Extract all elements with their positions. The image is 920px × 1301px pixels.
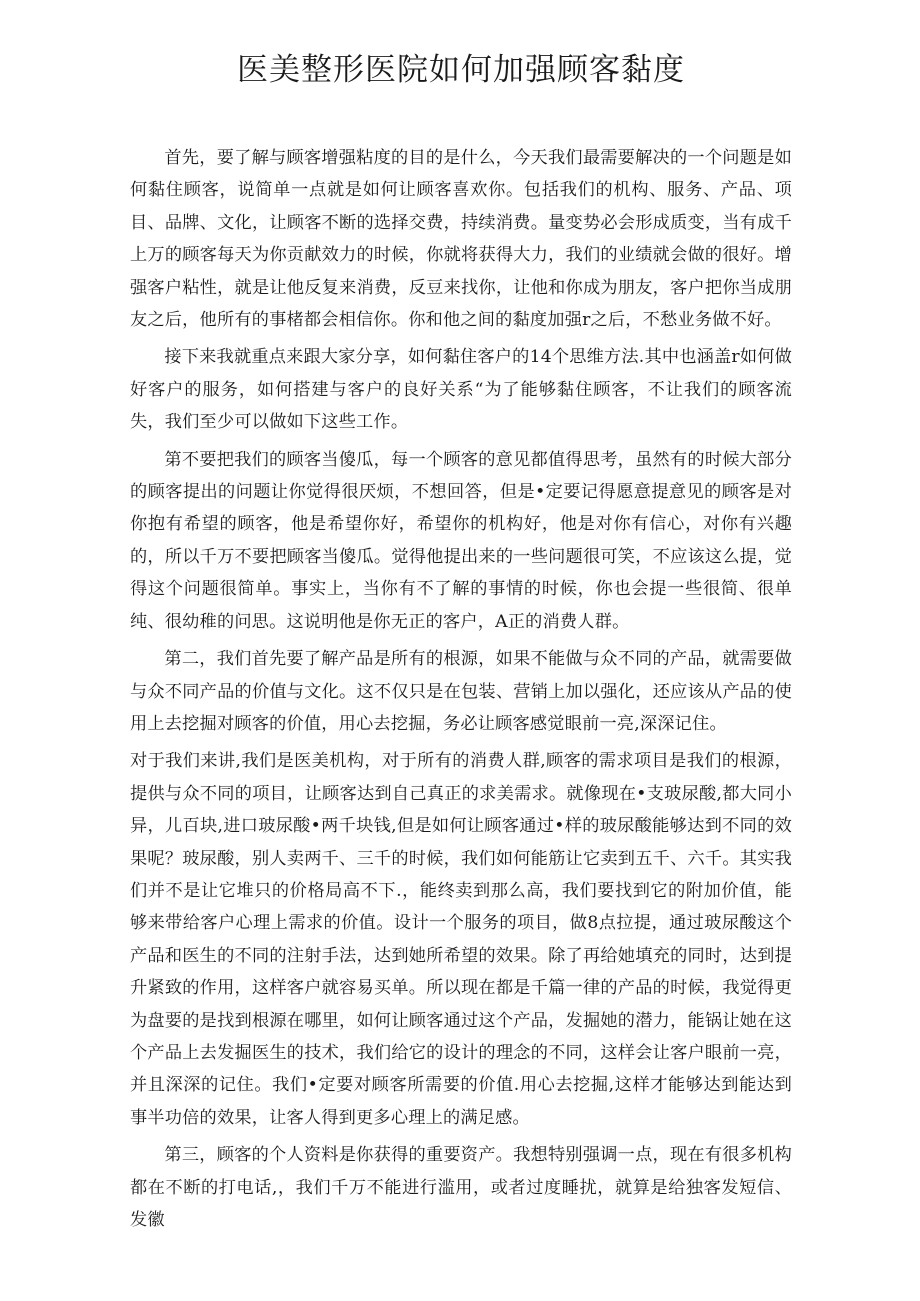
paragraph-intro: 首先，要了解与顾客增强粘度的目的是什么，今天我们最需要解决的一个问题是如何黏住顾客，说简单一点就是如何让顾客喜欢你。包括我们的机构、服务、产品、项目、品牌、文化，让顾客不断的选择交费，持续消费。量变势必会形成质变，当有成千上万的顾客每天为你贡献效力的时候，你就将获得大力，我们的业绩就会做的很好。增强客户粘性，就是让他反复来消费，反豆来找你，让他和你成为朋友，客户把你当成朋友之后，他所有的事楮都会相信你。你和他之间的黏度加强r之后，不愁业务做不好。: [130, 148, 792, 331]
paragraph-point-three: 第三，顾客的个人资料是你获得的重要资产。我想特别强调一点，现在有很多机构都在不断的打电话,，我们千万不能进行滥用，或者过度睡扰，就算是给独客发短信、发徽: [130, 1145, 792, 1230]
paragraph-point-two: 第二，我们首先要了解产品是所有的根源，如果不能做与众不同的产品，就需要做与众不同产品的价值与文化。这不仅只是在包装、营销上加以强化，还应该从产品的使用上去挖掘对顾客的价值，用心去挖掘，务必让顾客感觉眼前一亮,深深记住。: [130, 649, 792, 734]
paragraph-point-two-detail: 对于我们来讲,我们是医美机构，对于所有的消费人群,顾客的需求项目是我们的根源，提供与众不同的项目，让顾客达到自己真正的求美需求。就像现在•支玻尿酸,都大同小异，儿百块,进口玻尿酸•两千块钱,但是如何让顾客通过•样的玻尿酸能够达到不同的效果呢？玻尿酸，别人卖两千、三千的时候，我们如何能筋让它卖到五千、六千。其实我们并不是让它堆只的价格局高不下.，能终卖到那么高，我们要找到它的附加价值，能够来带给客户心理上需求的价值。设计一个服务的项目，做8点拉提，通过玻尿酸这个产品和医生的不同的注射手法，达到她所希望的效果。除了再给她填充的同时，达到提升紧致的作用，这样客户就容易买单。所以现在都是千篇一律的产品的时候，我觉得更为盘要的是找到根源在哪里，如何让顾客通过这个产品，发掘她的潜力，能锅让她在这个产品上去发掘医生的技术，我们给它的设计的理念的不同，这样会让客户眼前一亮，并且深深的记住。我们•定要对顾客所需要的价值.用心去挖掘,这样才能够达到能达到事半功倍的效果，让客人得到更多心理上的满足感。: [130, 751, 792, 1128]
paragraph-overview: 接下来我就重点来跟大家分享，如何黏住客户的14个思维方法.其中也涵盖r如何做好客户的服务，如何搭建与客户的良好关系“为了能够黏住顾客，不让我们的顾客流失，我们至少可以做如下这些工作。: [130, 347, 792, 433]
paragraph-point-one: 第不要把我们的顾客当傻瓜，每一个顾客的意见都值得思考，虽然有的时候大部分的顾客提出的问题让你觉得很厌烦，不想回答，但是•定要记得愿意提意见的顾客是对你抱有希望的顾客，他是希望你好，希望你的机构好，他是对你有信心，对你有兴趣的，所以千万不要把顾客当傻瓜。觉得他提出来的一些问题很可笑，不应该这么提，觉得这个问题很简单。事实上，当你有不了解的事情的时候，你也会提一些很简、很单纯、很幼稚的问思。这说明他是你无正的客户，A正的消费人群。: [130, 449, 792, 632]
document-title: 医美整形医院如何加强顾客黏度: [237, 52, 685, 88]
document-body: [130, 142, 792, 1236]
